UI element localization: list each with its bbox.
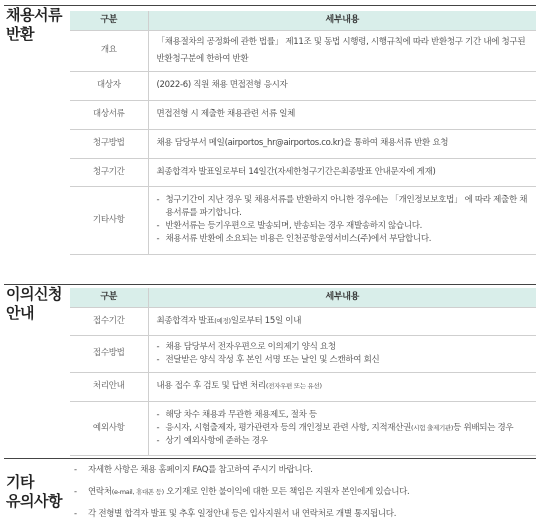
section-divider xyxy=(4,458,536,459)
except-list xyxy=(157,409,531,448)
row-value xyxy=(148,307,536,335)
except-item2-small: (시험 출제기관) xyxy=(411,423,454,432)
row-value xyxy=(148,186,536,254)
period-text-a: 최종합격자 발표 xyxy=(156,315,215,326)
list-item: - 채용서류 반환에 소요되는 비용은 인천공항운영서비스(주)에서 부담합니다. xyxy=(157,233,531,246)
table-row xyxy=(70,307,536,335)
table-row xyxy=(70,335,536,372)
except-item2-a: 응시자, 시험출제자, 평가관련자 등의 개인정보 관련 사항, 지적재산권 xyxy=(165,422,412,433)
period-text-small: (예정) xyxy=(214,316,231,325)
note2-b: 오기재로 인한 불이익에 대한 모든 책임은 지원자 본인에게 있습니다. xyxy=(163,487,410,497)
section-title-line2: 반환 xyxy=(6,25,34,43)
row-value: 최종합격자 발표일로부터 14일간(자세한청구기간은최종발표 안내문자에 게재) xyxy=(148,158,536,186)
list-item: - 청구기간이 지난 경우 및 채용서류를 반환하지 아니한 경우에는 「개인정보보호법」 에 따라 제출한 채용서류를 파기합니다. xyxy=(157,194,531,220)
row-value xyxy=(148,372,536,401)
section-title-document-return xyxy=(6,6,62,44)
notes-list xyxy=(74,464,536,523)
row-label: 대상서류 xyxy=(70,100,148,129)
table-header-row xyxy=(70,288,536,307)
except-item2-b: 등 위배되는 경우 xyxy=(453,422,514,433)
process-text-small: (전자우편 또는 유선) xyxy=(265,382,322,390)
document-return-table xyxy=(70,11,536,255)
row-value: (2022-6) 직원 채용 면접전형 응시자 xyxy=(148,71,536,100)
row-value: 「채용절차의 공정화에 관한 법률」 제11조 및 동법 시행령, 시행규칙에 따라 반환청구 기간 내에 청구된 반환청구분에 한하여 반환 xyxy=(148,30,536,71)
section-title-line2: 유의사항 xyxy=(6,492,62,510)
list-item xyxy=(74,486,536,508)
row-label: 기타사항 xyxy=(70,186,148,254)
header-category: 구분 xyxy=(70,288,148,307)
row-label: 처리안내 xyxy=(70,372,148,401)
table-row xyxy=(70,71,536,100)
section-divider xyxy=(4,284,536,285)
section-title-notes xyxy=(6,473,62,511)
list-item: - 해당 차수 채용과 무관한 채용제도, 절차 등 xyxy=(157,409,531,422)
table-header-row xyxy=(70,11,536,30)
section-title-line1: 기타 xyxy=(6,473,34,491)
note2-a: 연락처 xyxy=(88,487,112,497)
row-label: 개요 xyxy=(70,30,148,71)
row-value: 면접전형 시 제출한 채용관련 서류 일체 xyxy=(148,100,536,129)
section-divider xyxy=(4,5,536,6)
list-item xyxy=(157,422,531,435)
section-title-line1: 채용서류 xyxy=(6,6,62,24)
header-details: 세부내용 xyxy=(148,11,536,30)
section-title-line2: 안내 xyxy=(6,304,34,322)
table-row xyxy=(70,30,536,71)
header-details: 세부내용 xyxy=(148,288,536,307)
method-list xyxy=(157,341,531,367)
section-title-objection xyxy=(6,285,62,323)
list-item: - 상기 예외사항에 준하는 경우 xyxy=(157,435,531,448)
table-row xyxy=(70,100,536,129)
row-value xyxy=(148,335,536,372)
etc-list xyxy=(157,194,531,246)
row-label: 청구기간 xyxy=(70,158,148,186)
row-label: 접수방법 xyxy=(70,335,148,372)
row-label: 예외사항 xyxy=(70,401,148,455)
row-value: 채용 담당부서 메일(airportos_hr@airportos.co.kr)을 통하여 채용서류 반환 요청 xyxy=(148,129,536,158)
note2-small: (e-mail, 휴대폰 등) xyxy=(111,488,164,496)
list-item: - 채용 담당부서 전자우편으로 이의제기 양식 요청 xyxy=(157,341,531,354)
list-item: - 자세한 사항은 채용 홈페이지 FAQ를 참고하여 주시기 바랍니다. xyxy=(74,464,536,486)
row-label: 청구방법 xyxy=(70,129,148,158)
list-item: - 전달받은 양식 작성 후 본인 서명 또는 날인 및 스캔하여 회신 xyxy=(157,354,531,367)
period-text-b: 일로부터 15일 이내 xyxy=(230,315,302,326)
process-text-a: 내용 접수 후 검토 및 답변 처리 xyxy=(156,381,266,391)
row-label: 대상자 xyxy=(70,71,148,100)
table-row xyxy=(70,186,536,254)
row-value xyxy=(148,401,536,455)
header-category: 구분 xyxy=(70,11,148,30)
list-item: - 각 전형별 합격자 발표 및 추후 일정안내 등은 입사지원서 내 연락처로 개별 통지됩니다. xyxy=(74,508,536,523)
table-row xyxy=(70,401,536,455)
table-row xyxy=(70,372,536,401)
section-title-line1: 이의신청 xyxy=(6,285,62,303)
objection-table xyxy=(70,288,536,456)
table-row xyxy=(70,129,536,158)
list-item: - 반환서류는 등기우편으로 발송되며, 반송되는 경우 재발송하지 않습니다. xyxy=(157,220,531,233)
row-label: 접수기간 xyxy=(70,307,148,335)
table-row xyxy=(70,158,536,186)
